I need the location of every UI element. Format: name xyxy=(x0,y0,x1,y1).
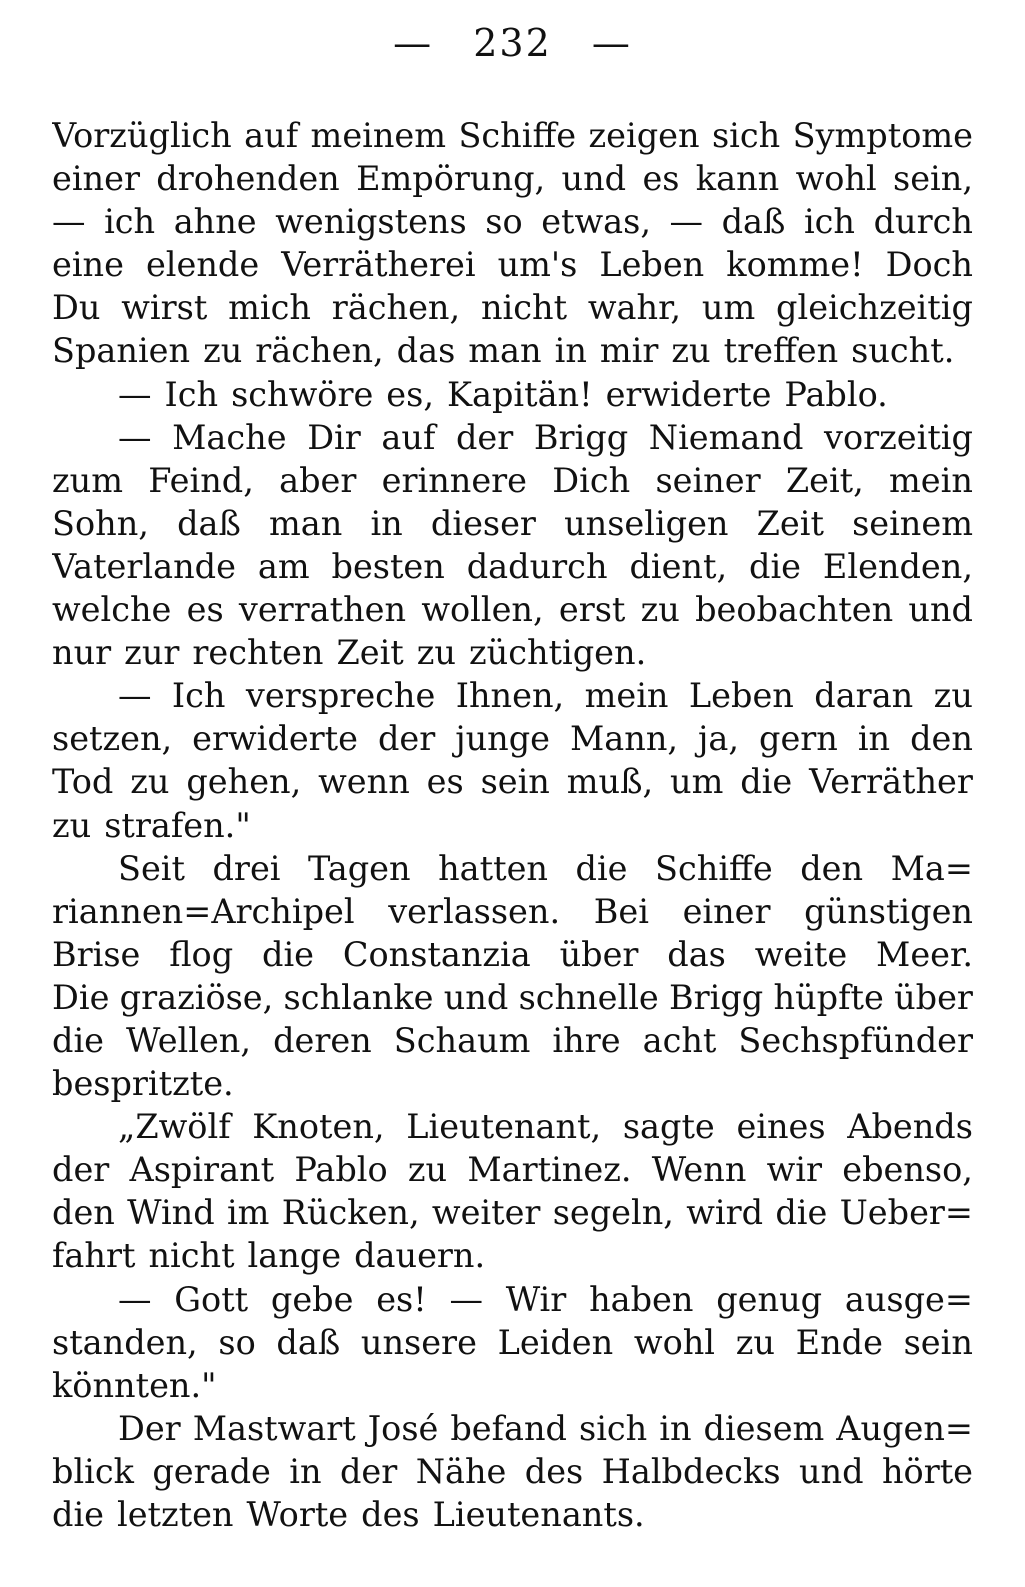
text-line: riannen=Archipel verlassen. Bei einer günstigen xyxy=(52,891,973,931)
text-line: bespritzte. xyxy=(52,1064,234,1104)
text-line: — Gott gebe es! — Wir haben genug ausge= xyxy=(118,1279,973,1319)
text-line: die Wellen, deren Schaum ihre acht Sechspfünder xyxy=(52,1020,973,1060)
text-line: der Aspirant Pablo zu Martinez. Wenn wir ebenso, xyxy=(52,1150,973,1190)
body-text xyxy=(52,114,973,1536)
text-line: Du wirst mich rächen, nicht wahr, um gleichzeitig xyxy=(52,288,973,328)
text-line: standen, so daß unsere Leiden wohl zu Ende sein xyxy=(52,1322,973,1362)
text-line: Der Mastwart José befand sich in diesem Augen= xyxy=(118,1408,973,1448)
page-number: 232 xyxy=(473,21,552,65)
page-header xyxy=(52,18,973,68)
text-line: welche es verrathen wollen, erst zu beobachten und xyxy=(52,590,973,630)
text-line: Vorzüglich auf meinem Schiffe zeigen sich Symptome xyxy=(52,116,973,155)
text-line: Die graziöse, schlanke und schnelle Brigg hüpfte über xyxy=(52,977,973,1017)
text-line: die letzten Worte des Lieutenants. xyxy=(52,1495,645,1534)
text-line: Sohn, daß man in dieser unseligen Zeit seinem xyxy=(52,503,973,543)
text-line: Brise flog die Constanzia über das weite Meer. xyxy=(52,934,973,974)
text-line: Tod zu gehen, wenn es sein muß, um die Verräther xyxy=(52,762,973,802)
text-line: — Ich verspreche Ihnen, mein Leben daran zu xyxy=(118,676,973,716)
text-line: nur zur rechten Zeit zu züchtigen. xyxy=(52,633,647,673)
text-line: „Zwölf Knoten, Lieutenant, sagte eines Abends xyxy=(118,1107,973,1147)
text-line: Spanien zu rächen, das man in mir zu treffen sucht. xyxy=(52,331,955,371)
text-line: — Mache Dir auf der Brigg Niemand vorzeitig xyxy=(118,417,973,457)
header-dash-left: — xyxy=(393,21,434,65)
text-line: — ich ahne wenigstens so etwas, — daß ich durch xyxy=(52,202,973,242)
text-line: blick gerade in der Nähe des Halbdecks und hörte xyxy=(52,1451,973,1491)
text-line: Seit drei Tagen hatten die Schiffe den Ma= xyxy=(118,848,973,888)
text-line: — Ich schwöre es, Kapitän! erwiderte Pablo. xyxy=(118,374,888,414)
text-line: fahrt nicht lange dauern. xyxy=(52,1236,486,1276)
text-line: den Wind im Rücken, weiter segeln, wird die Ueber= xyxy=(52,1193,973,1233)
text-line: Vaterlande am besten dadurch dient, die Elenden, xyxy=(52,546,973,586)
header-dash-right: — xyxy=(591,21,632,65)
text-line: setzen, erwiderte der junge Mann, ja, gern in den xyxy=(52,719,973,759)
text-line: einer drohenden Empörung, und es kann wohl sein, xyxy=(52,159,973,199)
text-line: könnten." xyxy=(52,1365,217,1405)
text-line: eine elende Verrätherei um's Leben komme! Doch xyxy=(52,245,973,285)
text-line: zum Feind, aber erinnere Dich seiner Zeit, mein xyxy=(52,460,973,500)
text-line: zu strafen." xyxy=(52,805,251,845)
